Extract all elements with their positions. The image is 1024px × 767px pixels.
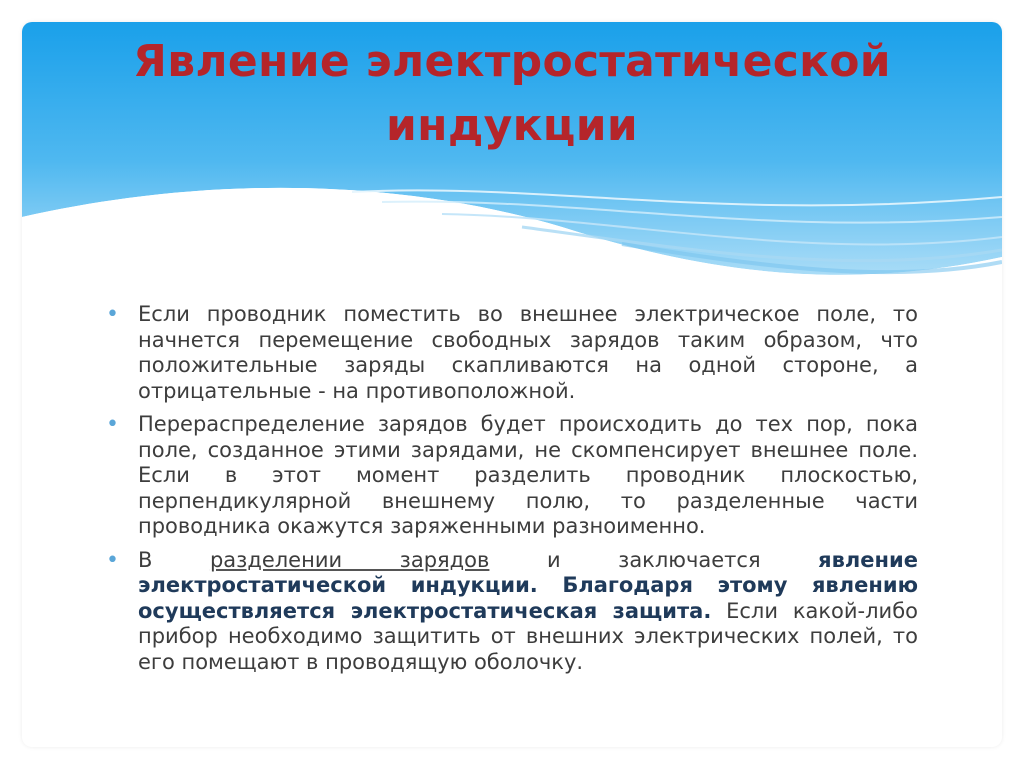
bullet-text: Если проводник поместить во внешнее электрическое поле, то начнется перемещение свободных зарядов таким образом, что положительные заряды скапливаются на одной стороне, а отрицательные - на противоположной. bbox=[138, 302, 918, 403]
bullet-prefix: В bbox=[138, 547, 210, 572]
slide-title bbox=[22, 30, 1002, 158]
underlined-term: разделении зарядов bbox=[209, 547, 490, 572]
bullet-dot-icon: • bbox=[106, 412, 119, 437]
title-line-2: индукции bbox=[386, 100, 638, 151]
bullet-middle: и заключается bbox=[489, 547, 819, 572]
bullet-dot-icon: • bbox=[106, 302, 119, 327]
bullet-item-1 bbox=[106, 302, 918, 404]
bullet-suffix: Если какой-либо прибор необходимо защитить от внешних электрических полей, то его помещают в проводящую оболочку. bbox=[138, 598, 918, 674]
bullet-item-3 bbox=[106, 548, 918, 676]
title-line-1: Явление электростатической bbox=[133, 36, 891, 87]
slide bbox=[22, 22, 1002, 747]
emphasis-text: явление электростатической индукции. Благодаря этому явлению осуществляется электростатическая защита. bbox=[138, 547, 918, 623]
bullet-dot-icon: • bbox=[106, 547, 119, 573]
bullet-list bbox=[106, 302, 918, 683]
bullet-text: Перераспределение зарядов будет происходить до тех пор, пока поле, созданное этими зарядами, не скомпенсирует внешнее поле. Если в этот момент разделить проводник плоскостью, перпендикулярной внешнему полю, то разделенные части проводника окажутся заряженными разноименно. bbox=[138, 412, 918, 538]
bullet-item-2 bbox=[106, 412, 918, 540]
